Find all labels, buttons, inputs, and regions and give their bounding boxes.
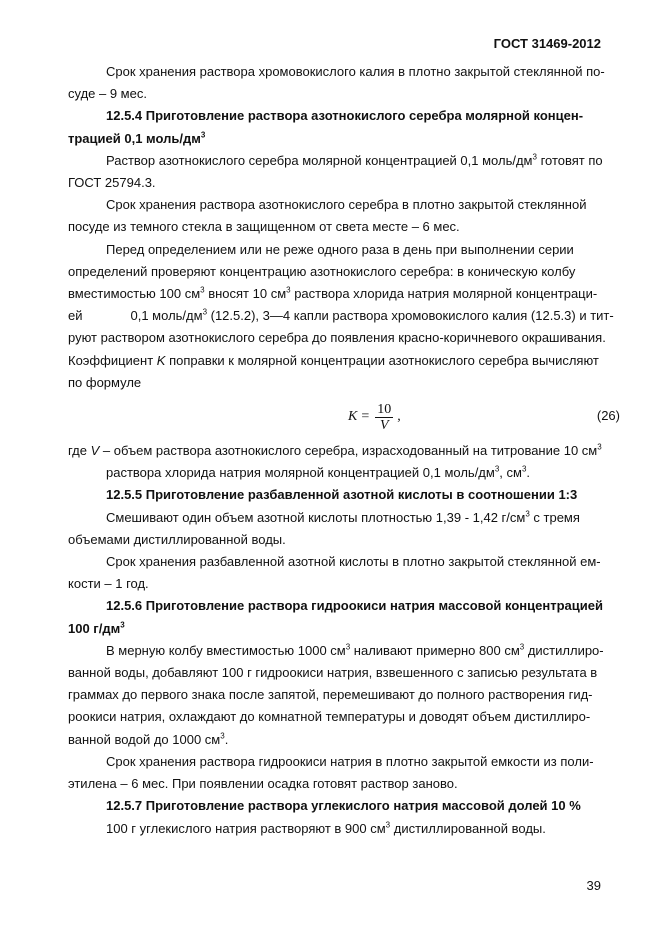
paragraph-sodium-hydroxide-storage: Срок хранения раствора гидроокиси натрия в плотно закрытой емкости из поли- этилена – 6 мес. При появлении осадка готовят раствор заново. — [68, 753, 594, 792]
paragraph-silver-nitrate-storage: Срок хранения раствора азотнокислого серебра в плотно закрытой стеклянной посуде из темного стекла в защищенном от света месте – 6 мес. — [68, 197, 587, 235]
formula-numerator: 10 — [377, 402, 392, 418]
page-number: 39 — [586, 878, 601, 893]
formula-number: (26) — [596, 408, 620, 424]
paragraph-sodium-carbonate-preparation: 100 г углекислого натрия растворяют в 900 $см^3$ дистиллированной воды. — [106, 820, 546, 836]
formula-equals: = — [361, 409, 370, 425]
paragraph-potassium-chromate-storage: Срок хранения раствора хромовокислого калия в плотно закрытой стеклянной по- суде – 9 мес. — [68, 64, 605, 102]
section-heading-12-5-6: 12.5.6 Приготовление раствора гидроокиси натрия массовой концентрацией 100 $г/дм^3$ — [68, 598, 603, 636]
formula-denominator: V — [379, 418, 389, 434]
section-heading-12-5-4: 12.5.4 Приготовление раствора азотнокислого серебра молярной концен- трацией 0,1 моль/$дм^3$ — [68, 108, 584, 146]
paragraph-concentration-check: Перед определением или не реже одного раза в день при выполнении серии определений проверяют концентрацию азотнокислого серебра: в коническую колбу вместимостью 100 $см^3$ вносят 10 $см^3$ раствора хлорида натрия молярной концентраци- ей 0,1 моль/$дм^3$ (12.5.2), 3—4 капли раствора хромовокислого калия (12.5.3) и тит- руют раствором азотнокислого серебра до появления красно-коричневого окрашивания. Коэффициент K поправки к молярной концентрации азотнокислого серебра вычисляют по формуле — [68, 241, 614, 390]
paragraph-silver-nitrate-preparation: Раствор азотнокислого серебра молярной концентрацией 0,1 моль/$дм^3$ готовят по ГОСТ 25794.3. — [68, 152, 603, 191]
paragraph-nitric-acid-storage: Срок хранения разбавленной азотной кислоты в плотно закрытой стеклянной ем- кости – 1 год. — [68, 554, 601, 592]
paragraph-where-definition: где V – объем раствора азотнокислого серебра, израсходованный на титрование 10 $см^3$ раствора хлорида натрия молярной концентрацией 0,1 моль/$дм^3$, $см^3$. — [68, 442, 602, 481]
section-heading-12-5-5: 12.5.5 Приготовление разбавленной азотной кислоты в соотношении 1:3 — [106, 487, 578, 503]
paragraph-sodium-hydroxide-preparation: В мерную колбу вместимостью 1000 $см^3$ наливают примерно 800 $см^3$ дистиллиро- ванной воды, добавляют 100 г гидроокиси натрия, взвешенного с записью результата в граммах до первого знака после запятой, перемешивают до полного растворения гид- роокиси натрия, охлаждают до комнатной температуры и доводят объем дистиллиро- ванной водой до 1000 $см^3$. — [68, 642, 604, 747]
paragraph-nitric-acid-mixing: Смешивают один объем азотной кислоты плотностью 1,39 - 1,42 $г/см^3$ с тремя объемами дистиллированной воды. — [68, 509, 580, 547]
formula-26: K = $\frac{10}{V}$ , (26) — [348, 402, 620, 434]
section-heading-12-5-7: 12.5.7 Приготовление раствора углекислого натрия массовой долей 10 % — [106, 798, 581, 814]
formula-fraction — [375, 402, 393, 433]
formula-lhs: K — [348, 409, 358, 425]
document-header: ГОСТ 31469-2012 — [493, 36, 601, 51]
document-body — [68, 61, 624, 840]
